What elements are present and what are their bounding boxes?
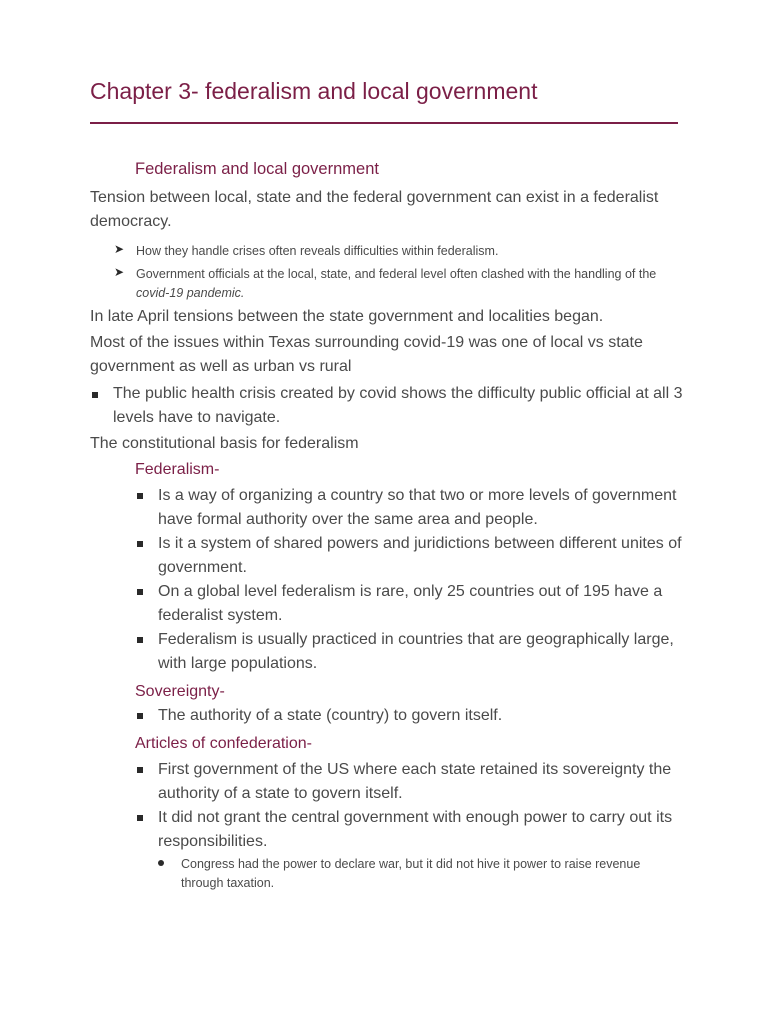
page-title: Chapter 3- federalism and local government	[90, 78, 538, 104]
paragraph-texas-issues: Most of the issues within Texas surrounding covid-19 was one of local vs state government as well as urban vs rural	[90, 334, 643, 375]
federalism-heading: Federalism-	[135, 461, 220, 478]
arrow-item-officials: Government officials at the local, state, and federal level often clashed with the handling of the	[136, 267, 657, 281]
articles-item: It did not grant the central government with enough power to carry out its responsibilities.	[158, 809, 673, 850]
federalism-item: Is a way of organizing a country so that two or more levels of government have formal authority over the same area and people.	[158, 487, 677, 528]
round-bullet-icon	[158, 860, 164, 866]
section-heading: Federalism and local government	[135, 160, 379, 178]
sovereignty-heading: Sovereignty-	[135, 683, 225, 700]
square-bullet-icon	[137, 589, 143, 595]
square-bullet-icon	[137, 713, 143, 719]
square-bullet-icon	[137, 815, 143, 821]
articles-sub-item: Congress had the power to declare war, but it did not hive it power to raise revenue through taxation.	[181, 857, 641, 890]
arrow-bullet-icon: ➤	[114, 265, 125, 279]
paragraph-late-april: In late April tensions between the state government and localities began.	[90, 308, 604, 325]
square-bullet-icon	[92, 392, 98, 398]
arrow-bullet-icon: ➤	[114, 242, 125, 256]
arrow-item-crises: How they handle crises often reveals difficulties within federalism.	[136, 244, 499, 258]
sovereignty-item: The authority of a state (country) to govern itself.	[158, 707, 503, 724]
arrow-item-officials-cont: covid-19 pandemic.	[136, 286, 245, 300]
articles-heading: Articles of confederation-	[135, 735, 312, 752]
federalism-item: Is it a system of shared powers and juridictions between different unites of government.	[158, 535, 682, 576]
square-bullet-icon	[137, 767, 143, 773]
paragraph-constitutional-basis: The constitutional basis for federalism	[90, 435, 359, 452]
square-bullet-icon	[137, 637, 143, 643]
paragraph-tension: Tension between local, state and the federal government can exist in a federalist democracy.	[90, 189, 659, 230]
federalism-item: On a global level federalism is rare, only 25 countries out of 195 have a federalist system.	[158, 583, 663, 624]
title-divider	[90, 122, 678, 124]
square-bullet-icon	[137, 493, 143, 499]
paragraph-public-health: The public health crisis created by covid shows the difficulty public official at all 3 levels have to navigate.	[113, 385, 683, 426]
articles-item: First government of the US where each state retained its sovereignty the authority of a state to govern itself.	[158, 761, 672, 802]
square-bullet-icon	[137, 541, 143, 547]
federalism-item: Federalism is usually practiced in countries that are geographically large, with large populations.	[158, 631, 674, 672]
